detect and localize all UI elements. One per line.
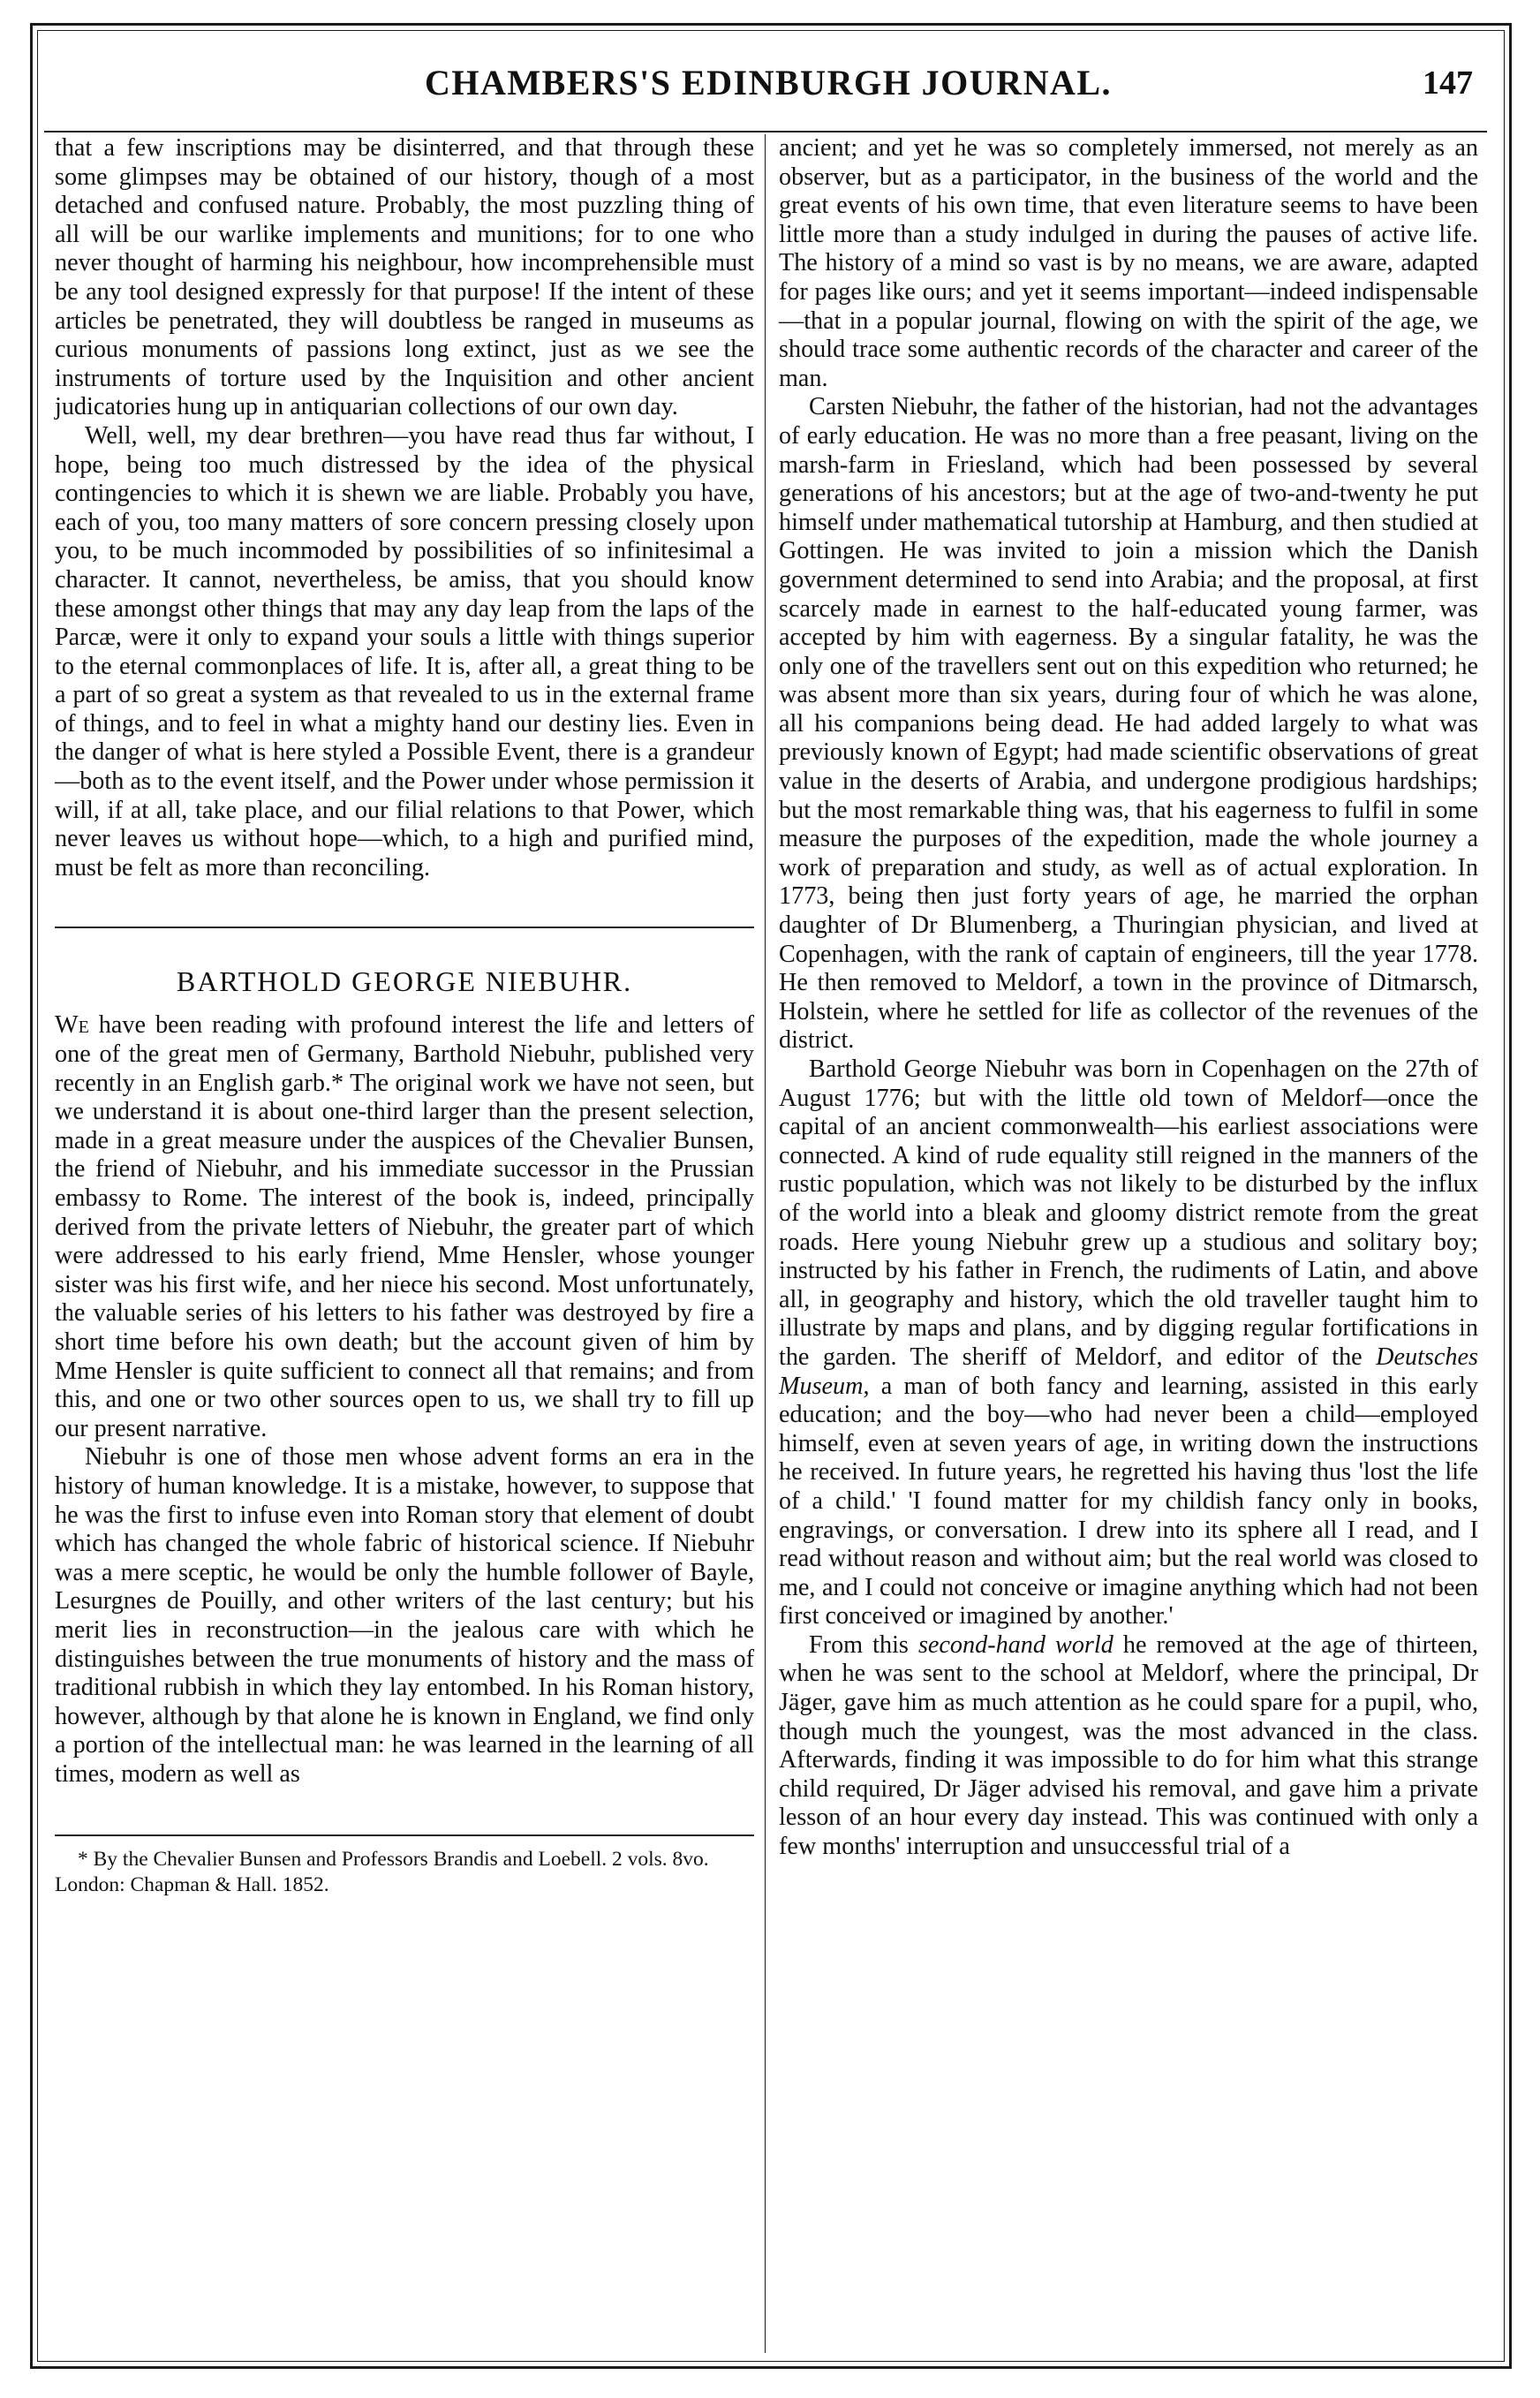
footnote-rule xyxy=(55,1834,754,1836)
running-header xyxy=(44,44,1492,124)
paragraph-text: From this xyxy=(809,1630,918,1659)
paragraph: that a few inscriptions may be disinterred, and that through these some glimpses may be obtained of our history, though of a most detached and confused nature. Probably, the most puzzling thing of all will be our warlike implements and munitions; for to one who never thought of harming his neighbour, how incomprehensible must be any tool designed expressly for that purpose! If the intent of these articles be penetrated, they will doubtless be ranged in museums as curious monuments of passions long extinct, just as we see the instruments of torture used by the Inquisition and other ancient judicatories hung up in antiquarian collections of our own day. xyxy=(55,134,754,421)
footnote: * By the Chevalier Bunsen and Professors Brandis and Loebell. 2 vols. 8vo. London: Chapman & Hall. 1852. xyxy=(55,1848,709,1897)
lead-word: We xyxy=(55,1011,89,1040)
italic-phrase: second-hand world xyxy=(917,1630,1113,1659)
paragraph: Carsten Niebuhr, the father of the historian, had not the advantages of early education. He was no more than a free peasant, living on the marsh-farm in Friesland, which had been possessed by several generations of his ancestors; but at the age of two-and-twenty he put himself under mathematical tutorship at Hamburg, and then studied at Gottingen. He was invited to join a mission which the Danish government determined to send into Arabia; and the proposal, at first scarcely made in earnest to the half-educated young farmer, was accepted by him with eagerness. By a singular fatality, he was the only one of the travellers sent out on this expedition who returned; he was absent more than six years, during four of which he was alone, all his companions being dead. He had added largely to what was previously known of Egypt; had made scientific observations of great value in the deserts of Arabia, and undergone prodigious hardships; but the most remarkable thing was, that his eagerness to fulfil in some measure the purposes of the expedition, made the whole journey a work of preparation and study, as well as of actual exploration. In 1773, being then just forty years of age, he married the orphan daughter of Dr Blumenberg, a Thuringian physician, and lived at Copenhagen, with the rank of captain of engineers, till the year 1778. He then removed to Meldorf, a town in the province of Ditmarsch, Holstein, where he settled for life as collector of the revenues of the district. xyxy=(779,393,1478,1055)
paragraph-text: , a man of both fancy and learning, assisted in this early education; and the boy—who had never been a child—employed himself, even at seven years of age, in writing down the instructions he received. In future years, he regretted his having thus 'lost the life of a child.' 'I found matter for my childish fancy only in books, engravings, or conversation. I drew into its sphere all I read, and I read without reason and without aim; but the real world was closed to me, and I could not conceive or imagine anything which had not been first conceived or imagined by another.' xyxy=(779,1372,1478,1630)
paragraph xyxy=(55,1011,754,1443)
left-column xyxy=(55,134,754,1898)
italic-title: Deutsches Museum xyxy=(779,1343,1478,1400)
paragraph xyxy=(779,1631,1478,1862)
journal-title: CHAMBERS'S EDINBURGH JOURNAL. xyxy=(424,63,1113,102)
section-divider xyxy=(55,927,754,928)
right-column xyxy=(779,134,1478,1862)
column-divider xyxy=(765,134,766,2353)
paragraph: Niebuhr is one of those men whose advent forms an era in the history of human knowledge. It is a mistake, however, to suppose that he was the first to infuse even into Roman story that element of doubt which has changed the whole fabric of historical science. If Niebuhr was a mere sceptic, he would be only the humble follower of Bayle, Lesurgnes de Pouilly, and other writers of the last century; but his merit lies in reconstruction—in the jealous care with which he distinguishes between the true monuments of history and the mass of traditional rubbish in which they lay entombed. In his Roman history, however, although by that alone he is known in England, we find only a portion of the intellectual man: he was learned in the learning of all times, modern as well as xyxy=(55,1443,754,1788)
paragraph-text: have been reading with profound interest the life and letters of one of the great men of Germany, Barthold Niebuhr, published very recently in an English garb.* The original work we have not seen, but we understand it is about one-third larger than the present selection, made in a great measure under the auspices of the Chevalier Bunsen, the friend of Niebuhr, and his immediate successor in the Prussian embassy to Rome. The interest of the book is, indeed, principally derived from the private letters of Niebuhr, the greater part of which were addressed to his early friend, Mme Hensler, whose younger sister was his first wife, and her niece his second. Most unfortunately, the valuable series of his letters to his father was destroyed by fire a short time before his own death; but the account given of him by Mme Hensler is quite sufficient to connect all that remains; and from this, and one or two other sources open to us, we shall try to fill up our present narrative. xyxy=(55,1011,754,1442)
paragraph xyxy=(779,1055,1478,1631)
paragraph: ancient; and yet he was so completely immersed, not merely as an observer, but as a participator, in the business of the world and the great events of his own time, that even literature seems to have been little more than a study indulged in during the pauses of active life. The history of a mind so vast is by no means, we are aware, adapted for pages like ours; and yet it seems important—indeed indispensable—that in a popular journal, flowing on with the spirit of the age, we should trace some authentic records of the character and career of the man. xyxy=(779,134,1478,392)
article-title: BARTHOLD GEORGE NIEBUHR. xyxy=(176,965,633,998)
page-number: 147 xyxy=(1423,64,1473,102)
header-rule xyxy=(44,131,1487,132)
paragraph: Well, well, my dear brethren—you have read thus far without, I hope, being too much distressed by the idea of the physical contingencies to which it is shewn we are liable. Probably you have, each of you, too many matters of sore concern pressing closely upon you, to be much incommoded by possibilities of so infinitesimal a character. It cannot, nevertheless, be amiss, that you should know these amongst other things that may any day leap from the laps of the Parcæ, were it only to expand your souls a little with things superior to the eternal commonplaces of life. It is, after all, a great thing to be a part of so great a system as that revealed to us in the external frame of things, and to feel in what a mighty hand our destiny lies. Even in the danger of what is here styled a Possible Event, there is a grandeur—both as to the event itself, and the Power under whose permission it will, if at all, take place, and our filial relations to that Power, which never leaves us without hope—which, to a high and purified mind, must be felt as more than reconciling. xyxy=(55,421,754,881)
paragraph-text: Barthold George Niebuhr was born in Copenhagen on the 27th of August 1776; but with the little old town of Meldorf—once the capital of an ancient commonwealth—his earliest associations were connected. A kind of rude equality still reigned in the manners of the rustic population, which was not likely to be disturbed by the influx of the world into a bleak and gloomy district remote from the great roads. Here young Niebuhr grew up a studious and solitary boy; instructed by his father in French, the rudiments of Latin, and above all, in geography and history, which the old traveller taught him to illustrate by maps and plans, and by digging regular fortifications in the garden. The sheriff of Meldorf, and editor of the xyxy=(779,1055,1478,1371)
paragraph-text: he removed at the age of thirteen, when he was sent to the school at Meldorf, where the principal, Dr Jäger, gave him as much attention as he could spare for a pupil, who, though much the youngest, was the most advanced in the class. Afterwards, finding it was impossible to do for him what this strange child required, Dr Jäger advised his removal, and gave him a private lesson of an hour every day instead. This was continued with only a few months' interruption and unsuccessful trial of a xyxy=(779,1630,1478,1861)
